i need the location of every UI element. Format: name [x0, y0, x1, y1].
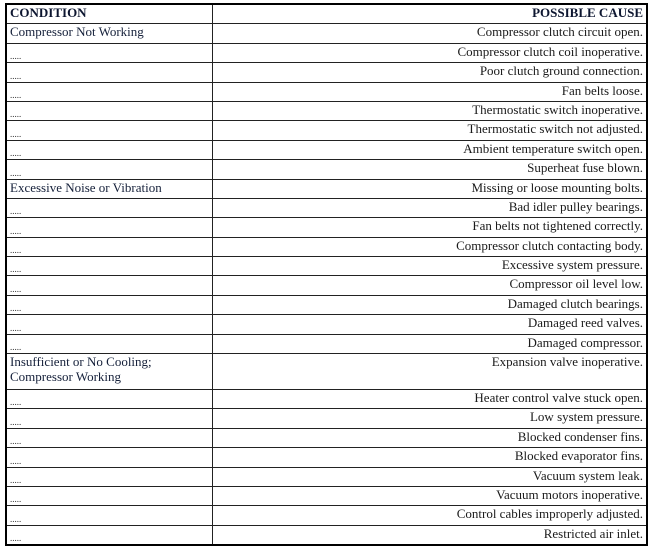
condition-cell: .....	[6, 315, 213, 334]
possible-cause-cell: Compressor clutch coil inoperative.	[213, 43, 648, 62]
possible-cause-cell: Fan belts not tightened correctly.	[213, 218, 648, 237]
table-row	[6, 198, 647, 217]
possible-cause-cell: Vacuum system leak.	[213, 467, 648, 486]
possible-cause-cell: Poor clutch ground connection.	[213, 63, 648, 82]
condition-cell: .....	[6, 218, 213, 237]
possible-cause-cell: Blocked condenser fins.	[213, 428, 648, 447]
table-row	[6, 467, 647, 486]
table-row	[6, 43, 647, 62]
condition-cell: .....	[6, 43, 213, 62]
possible-cause-cell: Compressor oil level low.	[213, 276, 648, 295]
condition-cell: .....	[6, 295, 213, 314]
table-row	[6, 160, 647, 179]
possible-cause-cell: Expansion valve inoperative.	[213, 354, 648, 390]
possible-cause-cell: Missing or loose mounting bolts.	[213, 179, 648, 198]
condition-cell: .....	[6, 409, 213, 428]
table-row	[6, 101, 647, 120]
condition-cell: .....	[6, 257, 213, 276]
condition-cell: .....	[6, 140, 213, 159]
possible-cause-cell: Compressor clutch contacting body.	[213, 237, 648, 256]
table-header-row	[6, 4, 647, 24]
condition-cell: .....	[6, 506, 213, 525]
table-row	[6, 179, 647, 198]
table-row	[6, 390, 647, 409]
table-row	[6, 218, 647, 237]
table-row	[6, 315, 647, 334]
condition-cell: .....	[6, 390, 213, 409]
possible-cause-cell: Vacuum motors inoperative.	[213, 486, 648, 505]
possible-cause-cell: Damaged reed valves.	[213, 315, 648, 334]
possible-cause-header: POSSIBLE CAUSE	[213, 4, 648, 24]
table-row	[6, 82, 647, 101]
table-row	[6, 486, 647, 505]
table-row	[6, 121, 647, 140]
possible-cause-cell: Heater control valve stuck open.	[213, 390, 648, 409]
condition-cell: .....	[6, 82, 213, 101]
condition-cell: .....	[6, 525, 213, 545]
table-row	[6, 24, 647, 43]
table-row	[6, 448, 647, 467]
table-row	[6, 428, 647, 447]
condition-cell: Insufficient or No Cooling; Compressor Working	[6, 354, 213, 390]
table-row	[6, 257, 647, 276]
possible-cause-cell: Thermostatic switch not adjusted.	[213, 121, 648, 140]
table-row	[6, 506, 647, 525]
condition-cell: .....	[6, 486, 213, 505]
possible-cause-cell: Control cables improperly adjusted.	[213, 506, 648, 525]
condition-cell: .....	[6, 63, 213, 82]
possible-cause-cell: Blocked evaporator fins.	[213, 448, 648, 467]
condition-cell: .....	[6, 160, 213, 179]
possible-cause-cell: Compressor clutch circuit open.	[213, 24, 648, 43]
table-row	[6, 295, 647, 314]
possible-cause-cell: Damaged clutch bearings.	[213, 295, 648, 314]
table-row	[6, 525, 647, 545]
troubleshooting-table	[5, 3, 648, 546]
condition-cell: Compressor Not Working	[6, 24, 213, 43]
condition-cell: .....	[6, 334, 213, 353]
condition-cell: .....	[6, 276, 213, 295]
possible-cause-cell: Excessive system pressure.	[213, 257, 648, 276]
condition-cell: .....	[6, 101, 213, 120]
table-row	[6, 276, 647, 295]
possible-cause-cell: Thermostatic switch inoperative.	[213, 101, 648, 120]
possible-cause-cell: Low system pressure.	[213, 409, 648, 428]
condition-cell: .....	[6, 428, 213, 447]
table-row	[6, 140, 647, 159]
condition-cell: .....	[6, 237, 213, 256]
possible-cause-cell: Damaged compressor.	[213, 334, 648, 353]
possible-cause-cell: Bad idler pulley bearings.	[213, 198, 648, 217]
table-row	[6, 354, 647, 390]
condition-header: CONDITION	[6, 4, 213, 24]
condition-cell: .....	[6, 448, 213, 467]
condition-cell: .....	[6, 121, 213, 140]
condition-cell: .....	[6, 198, 213, 217]
possible-cause-cell: Superheat fuse blown.	[213, 160, 648, 179]
condition-cell: .....	[6, 467, 213, 486]
possible-cause-cell: Fan belts loose.	[213, 82, 648, 101]
table-row	[6, 409, 647, 428]
table-row	[6, 237, 647, 256]
condition-cell: Excessive Noise or Vibration	[6, 179, 213, 198]
table-row	[6, 334, 647, 353]
possible-cause-cell: Restricted air inlet.	[213, 525, 648, 545]
possible-cause-cell: Ambient temperature switch open.	[213, 140, 648, 159]
table-row	[6, 63, 647, 82]
